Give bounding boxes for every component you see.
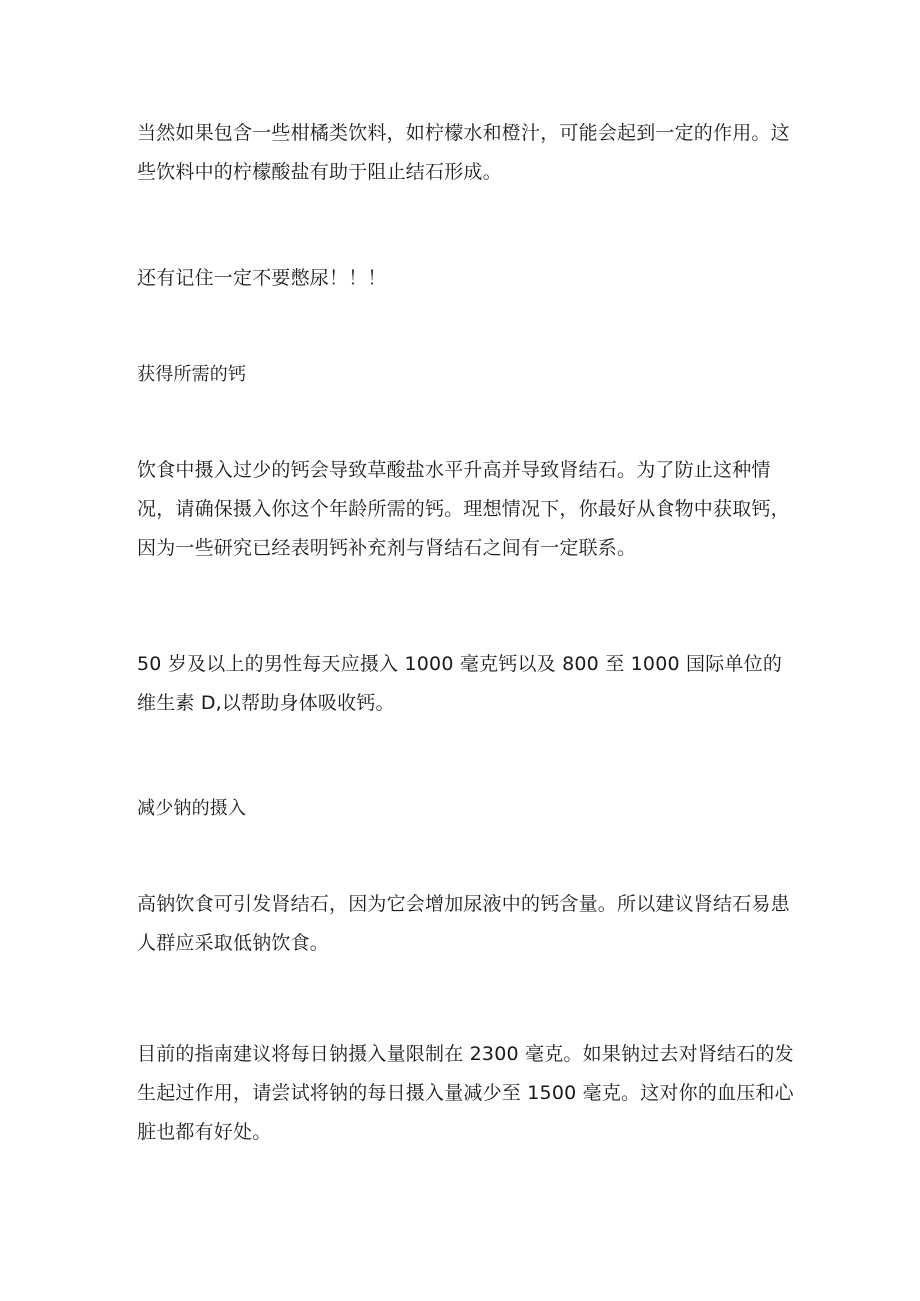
paragraph-dont-hold-urine: 还有记住一定不要憋尿！！！	[137, 267, 387, 289]
paragraph-high-sodium: 高钠饮食可引发肾结石，因为它会增加尿液中的钙含量。所以建议肾结石易患人群应采取低钠饮食。	[137, 893, 790, 954]
section-heading-calcium: 获得所需的钙	[137, 364, 247, 385]
paragraph-calcium-dosage: 50 岁及以上的男性每天应摄入 1000 毫克钙以及 800 至 1000 国际单位的维生素 D,以帮助身体吸收钙。	[137, 653, 783, 714]
paragraph-calcium-intake: 饮食中摄入过少的钙会导致草酸盐水平升高并导致肾结石。为了防止这种情况，请确保摄入你这个年龄所需的钙。理想情况下，你最好从食物中获取钙，因为一些研究已经表明钙补充剂与肾结石之间有一定联系。	[137, 459, 790, 559]
paragraph-citrus-drinks: 当然如果包含一些柑橘类饮料，如柠檬水和橙汁，可能会起到一定的作用。这些饮料中的柠檬酸盐有助于阻止结石形成。	[137, 122, 790, 183]
section-heading-sodium: 减少钠的摄入	[137, 798, 247, 819]
paragraph-sodium-guideline: 目前的指南建议将每日钠摄入量限制在 2300 毫克。如果钠过去对肾结石的发生起过作用，请尝试将钠的每日摄入量减少至 1500 毫克。这对你的血压和心脏也都有好处。	[137, 1043, 794, 1143]
